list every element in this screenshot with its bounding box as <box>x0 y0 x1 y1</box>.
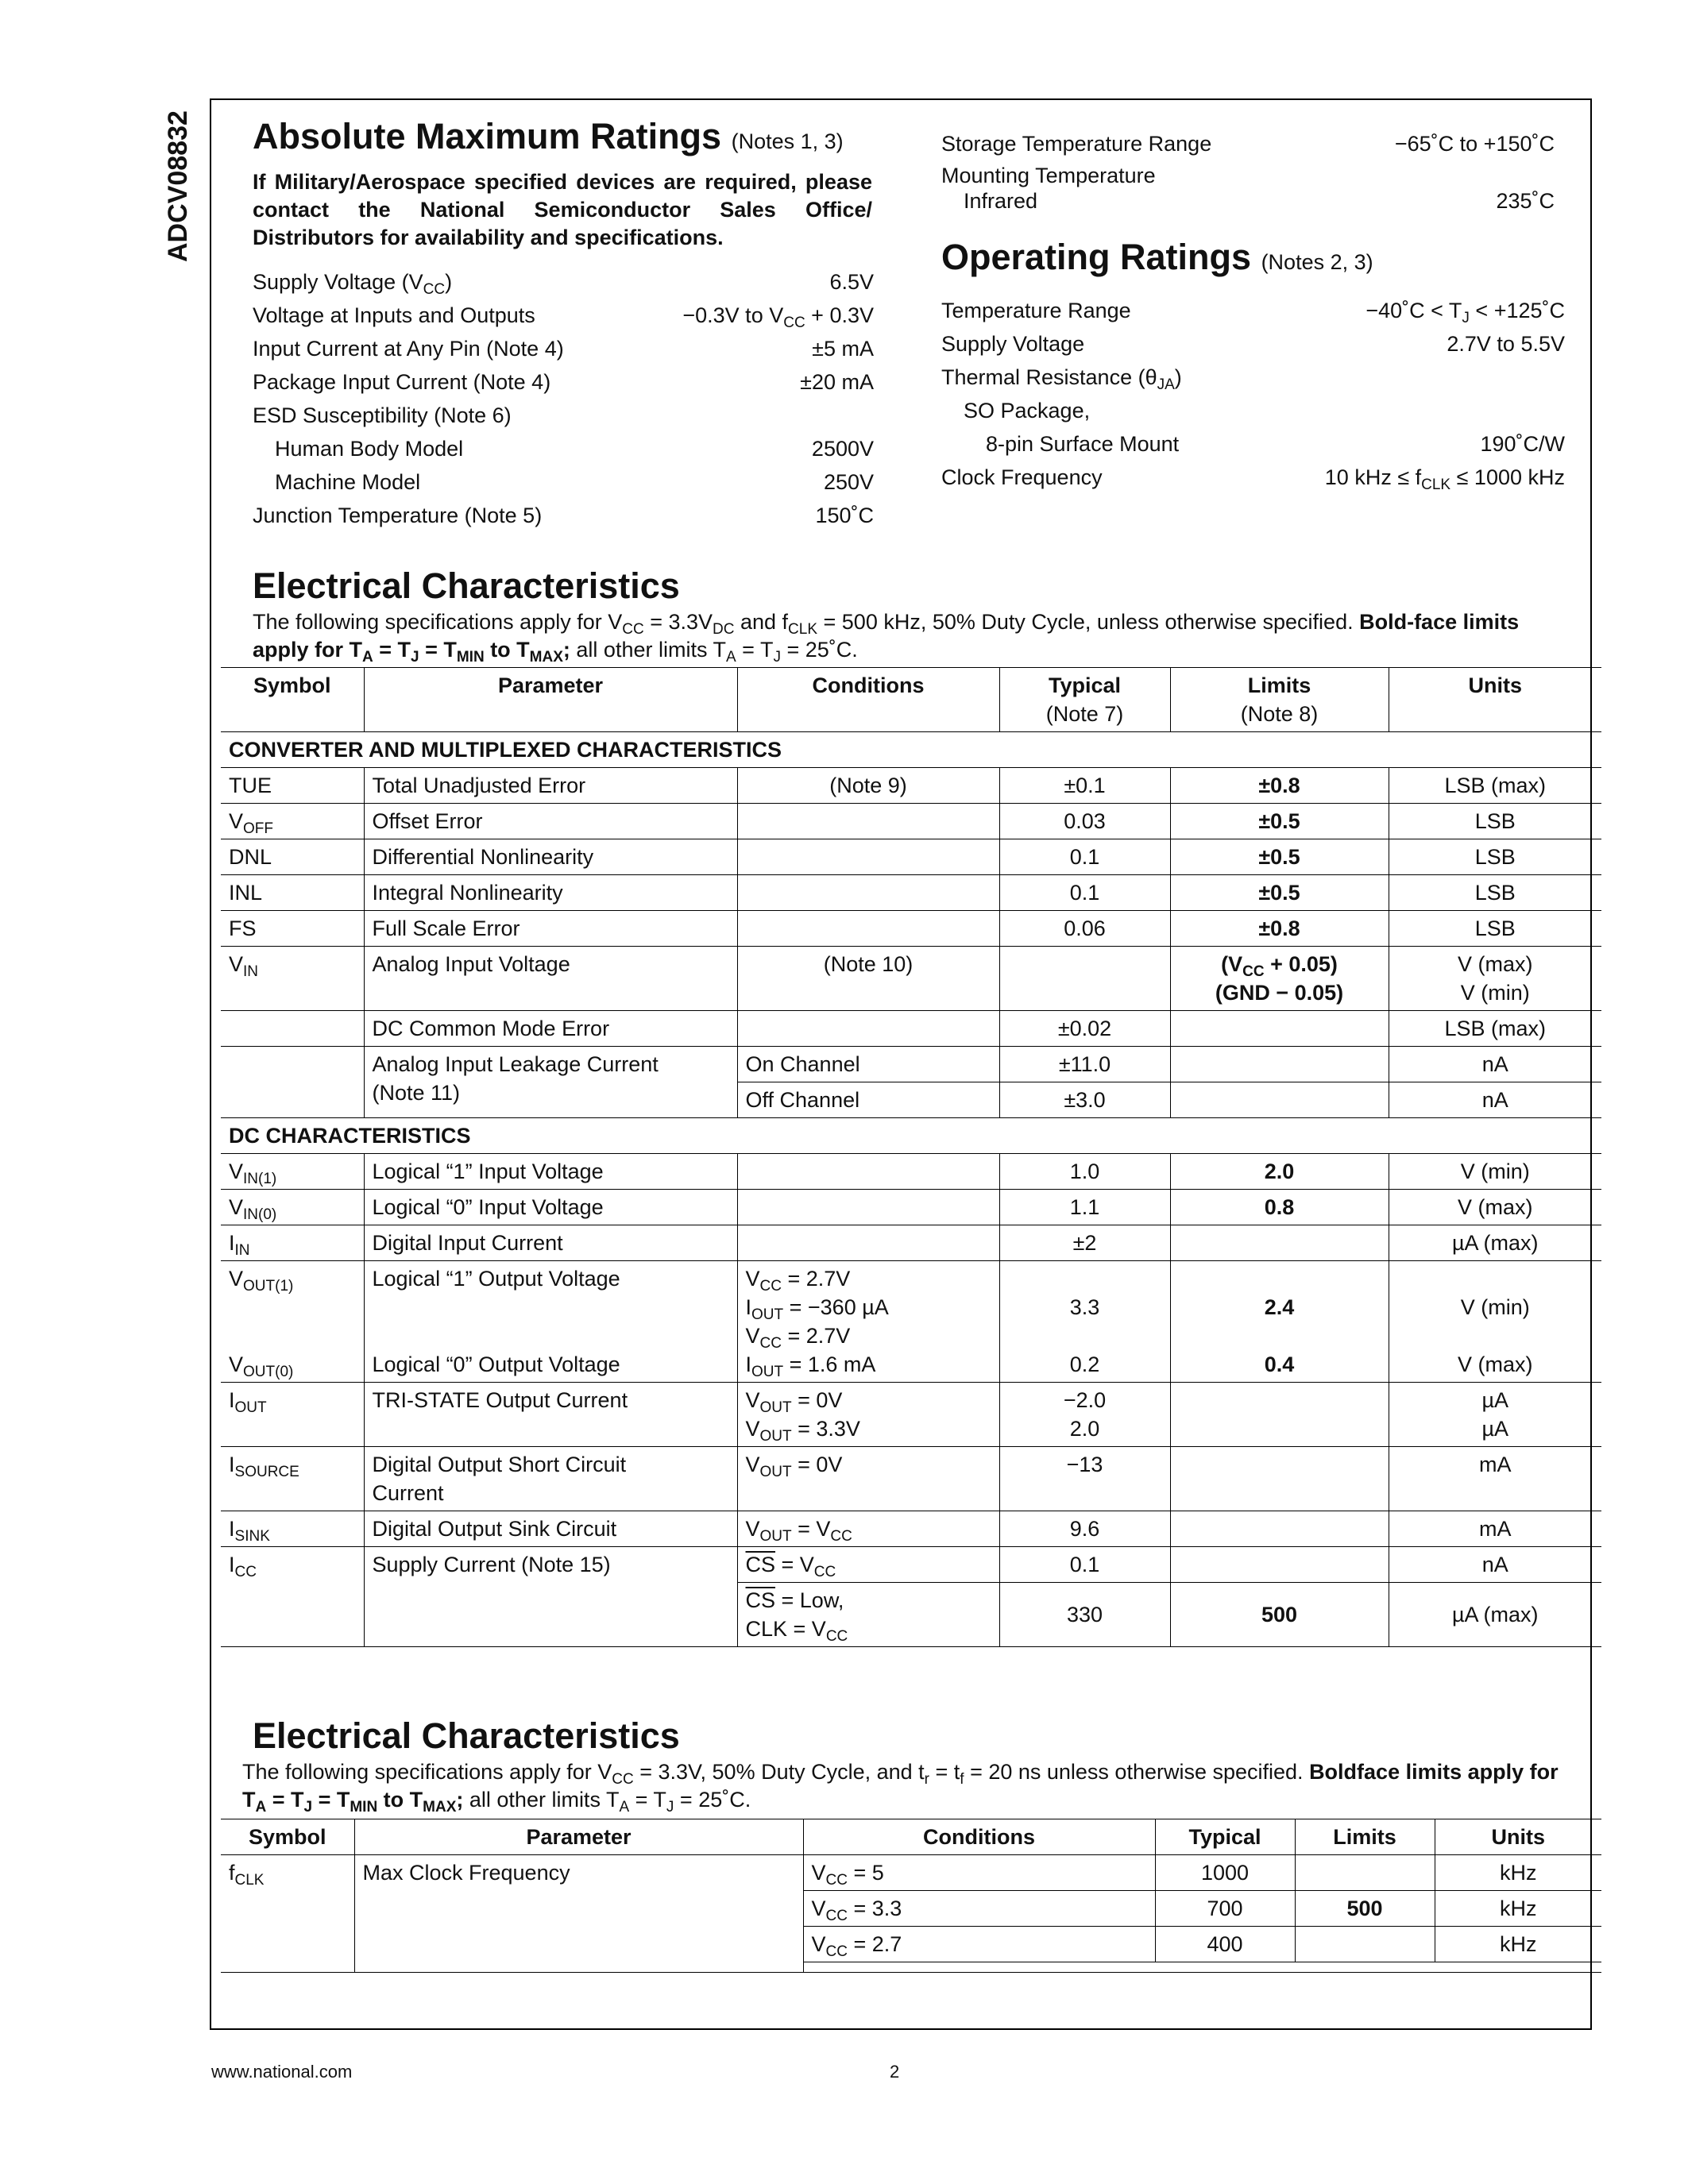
section-dc: DC CHARACTERISTICS <box>221 1118 1601 1154</box>
amr-value: 250V <box>823 470 874 494</box>
cell-symbol: FS <box>221 911 364 947</box>
cell-typical: 0.1 <box>999 875 1170 911</box>
ec1-title: Electrical Characteristics <box>253 565 680 606</box>
cell-limits: ±0.5 <box>1170 839 1389 875</box>
cell-limits <box>1170 1383 1389 1447</box>
cell-conditions <box>737 1225 999 1261</box>
cell-symbol: $V_{IN}$ <box>221 947 364 1011</box>
cell-parameter: Integral Nonlinearity <box>364 875 737 911</box>
cell-conditions <box>737 911 999 947</box>
cell-typical: −2.0 2.0 <box>999 1383 1170 1447</box>
spacer-cell <box>221 1647 1601 1654</box>
cell-parameter: TRI-STATE Output Current <box>364 1383 737 1447</box>
ec2-title: Electrical Characteristics <box>253 1715 680 1756</box>
cell-symbol: $f_{CLK}$ <box>221 1855 354 1973</box>
cell-typical: 1000 <box>1155 1855 1295 1891</box>
table-row <box>221 1855 1601 1891</box>
section-row <box>221 732 1601 768</box>
cell-limits <box>1170 1547 1389 1583</box>
cell-typical: ±0.02 <box>999 1011 1170 1047</box>
side-part-number: ADCV08832 <box>163 110 193 262</box>
cell-symbol: $I_{SINK}$ <box>221 1511 364 1547</box>
cell-symbol <box>221 1011 364 1047</box>
cell-typical: 1.1 <box>999 1190 1170 1225</box>
or-title: Operating Ratings (Notes 2, 3) <box>941 237 1373 277</box>
cell-conditions <box>737 1190 999 1225</box>
cell-typical: −13 <box>999 1447 1170 1511</box>
cell-limits: ±0.5 <box>1170 804 1389 839</box>
table-spacer-row <box>221 1647 1601 1654</box>
cell-units: µA µA <box>1389 1383 1601 1447</box>
cell-parameter: Analog Input Voltage <box>364 947 737 1011</box>
header-parameter: Parameter <box>354 1819 803 1855</box>
cell-conditions <box>737 1011 999 1047</box>
header-symbol: Symbol <box>221 668 364 732</box>
table-row <box>221 1154 1601 1190</box>
amr-label: ESD Susceptibility (Note 6) <box>253 403 512 427</box>
cell-units: mA <box>1389 1447 1601 1511</box>
header-conditions: Conditions <box>737 668 999 732</box>
header-conditions: Conditions <box>803 1819 1155 1855</box>
cell-conditions: Off Channel <box>737 1082 999 1118</box>
cell-conditions: (Note 10) <box>737 947 999 1011</box>
ec2-intro: The following specifications apply for $V_{CC} = 3.3V$, 50% Duty Cycle, and $t_r = t_f = 20$ ns unless otherwise specified. Boldface limits apply for $T_A = T_J = T_{MIN}$ to $T_{MAX}$; all other limits $T_A = T_J$ = 25˚C. <box>242 1760 1559 1815</box>
cell-conditions <box>737 1154 999 1190</box>
storage-value: −65˚C to +150˚C <box>1394 132 1555 156</box>
cell-limits: 0.8 <box>1170 1190 1389 1225</box>
cell-units: V (min) V (max) <box>1389 1261 1601 1383</box>
table-row <box>221 947 1601 1011</box>
cell-parameter: Full Scale Error <box>364 911 737 947</box>
cell-typical: 400 <box>1155 1927 1295 1962</box>
cell-units: LSB <box>1389 804 1601 839</box>
cell-limits <box>1170 1447 1389 1511</box>
cell-limits: ±0.8 <box>1170 911 1389 947</box>
table-row <box>221 1047 1601 1082</box>
cell-conditions <box>737 875 999 911</box>
amr-label: Voltage at Inputs and Outputs <box>253 303 535 327</box>
or-value: 10 kHz ≤ $f_{CLK} \le 1000$ kHz <box>1324 465 1565 493</box>
cell-typical: 330 <box>999 1583 1170 1647</box>
cell-conditions: $V_{CC} = 3.3$ <box>803 1891 1155 1927</box>
cell-units: V (max) V (min) <box>1389 947 1601 1011</box>
section-converter: CONVERTER AND MULTIPLEXED CHARACTERISTICS <box>221 732 1601 768</box>
amr-value: 2500V <box>811 437 874 461</box>
storage-label: Storage Temperature Range <box>941 132 1212 156</box>
cell-parameter: Offset Error <box>364 804 737 839</box>
cell-typical: ±3.0 <box>999 1082 1170 1118</box>
cell-limits <box>1170 1011 1389 1047</box>
table-row <box>221 804 1601 839</box>
or-value: 2.7V to 5.5V <box>1447 332 1565 356</box>
ec2-table <box>221 1819 1601 1973</box>
table-row <box>221 1383 1601 1447</box>
cell-symbol: $I_{IN}$ <box>221 1225 364 1261</box>
amr-value: −0.3V to $V_{CC} + 0.3V$ <box>682 303 874 331</box>
cell-units: µA (max) <box>1389 1583 1601 1647</box>
cell-units: kHz <box>1435 1891 1601 1927</box>
amr-label: Junction Temperature (Note 5) <box>253 504 543 527</box>
mount-value: 235˚C <box>1496 189 1555 213</box>
ec1-intro: The following specifications apply for $V_{CC} = 3.3V_{DC}$ and $f_{CLK} = 500$ kHz, 50% Duty Cycle, unless otherwise specified. Bold-face limits apply for $T_A = T_J = T_{MIN}$ to $T_{MAX}$; all other limits $T_A = T_J$ = 25˚C. <box>253 610 1520 666</box>
cell-conditions: $V_{CC} = 5$ <box>803 1855 1155 1891</box>
cell-symbol: $V_{OUT(1)}$ $V_{OUT(0)}$ <box>221 1261 364 1383</box>
cell-symbol: $V_{IN(0)}$ <box>221 1190 364 1225</box>
table-row <box>221 1190 1601 1225</box>
cell-typical: 0.1 <box>999 1547 1170 1583</box>
cell-units: kHz <box>1435 1927 1601 1962</box>
cell-typical <box>999 947 1170 1011</box>
cell-parameter: Analog Input Leakage Current (Note 11) <box>364 1047 737 1118</box>
cell-typical: 0.03 <box>999 804 1170 839</box>
table-row <box>221 1547 1601 1583</box>
cell-parameter: Logical “0” Input Voltage <box>364 1190 737 1225</box>
cell-conditions: $V_{OUT} = 0V$ <box>737 1447 999 1511</box>
amr-title: Absolute Maximum Ratings (Notes 1, 3) <box>253 116 844 156</box>
cell-limits: ±0.5 <box>1170 875 1389 911</box>
cell-limits <box>1170 1082 1389 1118</box>
cell-units: LSB <box>1389 839 1601 875</box>
table-row <box>221 1261 1601 1383</box>
cell-parameter: Differential Nonlinearity <box>364 839 737 875</box>
cell-conditions <box>737 839 999 875</box>
cell-parameter: Logical “1” Output Voltage Logical “0” Output Voltage <box>364 1261 737 1383</box>
or-label: Temperature Range <box>941 299 1131 322</box>
cell-conditions: (Note 9) <box>737 768 999 804</box>
table-row <box>221 1511 1601 1547</box>
cell-units: V (max) <box>1389 1190 1601 1225</box>
cell-typical: 1.0 <box>999 1154 1170 1190</box>
cell-units: nA <box>1389 1047 1601 1082</box>
cell-limits <box>1170 1047 1389 1082</box>
header-units: Units <box>1435 1819 1601 1855</box>
cell-typical: ±2 <box>999 1225 1170 1261</box>
mount-sub-label: Infrared <box>964 189 1038 213</box>
header-units: Units <box>1389 668 1601 732</box>
cell-symbol: $I_{OUT}$ <box>221 1383 364 1447</box>
table-row <box>221 1447 1601 1511</box>
cell-conditions: $V_{CC} = 2.7V$ $I_{OUT} = -360$ µA $V_{CC} = 2.7V$ $I_{OUT} = 1.6$ mA <box>737 1261 999 1383</box>
cell-parameter: Supply Current (Note 15) <box>364 1547 737 1647</box>
amr-label: Machine Model <box>275 470 421 494</box>
spacer-cell <box>803 1962 1601 1973</box>
cell-limits <box>1295 1855 1435 1891</box>
or-label: 8-pin Surface Mount <box>986 432 1180 456</box>
cell-units: LSB (max) <box>1389 1011 1601 1047</box>
cell-symbol: TUE <box>221 768 364 804</box>
ec1-table <box>221 667 1601 1653</box>
table-row <box>221 1011 1601 1047</box>
cell-conditions <box>737 804 999 839</box>
cell-limits <box>1170 1511 1389 1547</box>
cell-parameter: Logical “1” Input Voltage <box>364 1154 737 1190</box>
cell-conditions: $\overline{CS} = V_{CC}$ <box>737 1547 999 1583</box>
header-typical: Typical (Note 7) <box>999 668 1170 732</box>
cell-conditions: On Channel <box>737 1047 999 1082</box>
amr-value: 150˚C <box>815 504 874 527</box>
mount-label: Mounting Temperature <box>941 164 1156 187</box>
header-symbol: Symbol <box>221 1819 354 1855</box>
cell-units: µA (max) <box>1389 1225 1601 1261</box>
cell-symbol: $V_{OFF}$ <box>221 804 364 839</box>
or-label: SO Package, <box>964 399 1091 423</box>
cell-units: V (min) <box>1389 1154 1601 1190</box>
or-label: Supply Voltage <box>941 332 1085 356</box>
cell-typical: 3.3 0.2 <box>999 1261 1170 1383</box>
table-header-row <box>221 1819 1601 1855</box>
or-value: −40˚C < $T_J$ < +125˚C <box>1365 299 1565 326</box>
cell-parameter: DC Common Mode Error <box>364 1011 737 1047</box>
table-row <box>221 1225 1601 1261</box>
cell-units: LSB <box>1389 875 1601 911</box>
cell-units: kHz <box>1435 1855 1601 1891</box>
cell-typical: 9.6 <box>999 1511 1170 1547</box>
amr-military-note: If Military/Aerospace specified devices are required, please contact the National Semiconductor Sales Office/ Distributors for availability and specifications. <box>253 170 872 249</box>
cell-units: nA <box>1389 1082 1601 1118</box>
section-row <box>221 1118 1601 1154</box>
cell-limits <box>1170 1225 1389 1261</box>
or-value: 190˚C/W <box>1480 432 1565 456</box>
amr-label: Supply Voltage $(V_{CC})$ <box>253 270 453 298</box>
header-limits: Limits <box>1295 1819 1435 1855</box>
amr-value: 6.5V <box>829 270 874 294</box>
cell-units: LSB <box>1389 911 1601 947</box>
cell-parameter: Digital Input Current <box>364 1225 737 1261</box>
amr-label: Human Body Model <box>275 437 464 461</box>
cell-limits: 500 <box>1295 1891 1435 1927</box>
header-typical: Typical <box>1155 1819 1295 1855</box>
cell-symbol: INL <box>221 875 364 911</box>
footer-page-number: 2 <box>890 2062 900 2082</box>
cell-typical: ±0.1 <box>999 768 1170 804</box>
table-row <box>221 875 1601 911</box>
cell-typical: 700 <box>1155 1891 1295 1927</box>
amr-value: ±5 mA <box>812 337 874 361</box>
amr-label: Package Input Current (Note 4) <box>253 370 551 394</box>
or-label: Clock Frequency <box>941 465 1103 489</box>
header-parameter: Parameter <box>364 668 737 732</box>
cell-units: nA <box>1389 1547 1601 1583</box>
amr-label: Input Current at Any Pin (Note 4) <box>253 337 564 361</box>
cell-limits: 2.4 0.4 <box>1170 1261 1389 1383</box>
cell-limits: 500 <box>1170 1583 1389 1647</box>
cell-units: mA <box>1389 1511 1601 1547</box>
cell-symbol: DNL <box>221 839 364 875</box>
cell-limits: ±0.8 <box>1170 768 1389 804</box>
table-header-row <box>221 668 1601 732</box>
cell-conditions: $V_{CC} = 2.7$ <box>803 1927 1155 1962</box>
cell-symbol: $V_{IN(1)}$ <box>221 1154 364 1190</box>
cell-parameter: Max Clock Frequency <box>354 1855 803 1973</box>
cell-conditions: $\overline{CS}$ = Low, CLK = $V_{CC}$ <box>737 1583 999 1647</box>
table-row <box>221 911 1601 947</box>
cell-symbol: $I_{CC}$ <box>221 1547 364 1647</box>
cell-symbol: $I_{SOURCE}$ <box>221 1447 364 1511</box>
cell-parameter: Digital Output Sink Circuit <box>364 1511 737 1547</box>
header-limits: Limits (Note 8) <box>1170 668 1389 732</box>
cell-typical: 0.1 <box>999 839 1170 875</box>
cell-parameter: Digital Output Short Circuit Current <box>364 1447 737 1511</box>
table-row <box>221 839 1601 875</box>
table-row <box>221 768 1601 804</box>
cell-limits: 2.0 <box>1170 1154 1389 1190</box>
cell-limits: $(V_{CC} + 0.05)$ (GND − 0.05) <box>1170 947 1389 1011</box>
cell-parameter: Total Unadjusted Error <box>364 768 737 804</box>
footer-url[interactable]: www.national.com <box>211 2062 353 2082</box>
cell-typical: 0.06 <box>999 911 1170 947</box>
cell-limits <box>1295 1927 1435 1962</box>
cell-conditions: $V_{OUT} = 0V$ $V_{OUT} = 3.3V$ <box>737 1383 999 1447</box>
amr-value: ±20 mA <box>800 370 874 394</box>
cell-units: LSB (max) <box>1389 768 1601 804</box>
cell-symbol <box>221 1047 364 1118</box>
or-label: Thermal Resistance $(\theta_{JA})$ <box>941 365 1182 393</box>
cell-typical: ±11.0 <box>999 1047 1170 1082</box>
cell-conditions: $V_{OUT} = V_{CC}$ <box>737 1511 999 1547</box>
